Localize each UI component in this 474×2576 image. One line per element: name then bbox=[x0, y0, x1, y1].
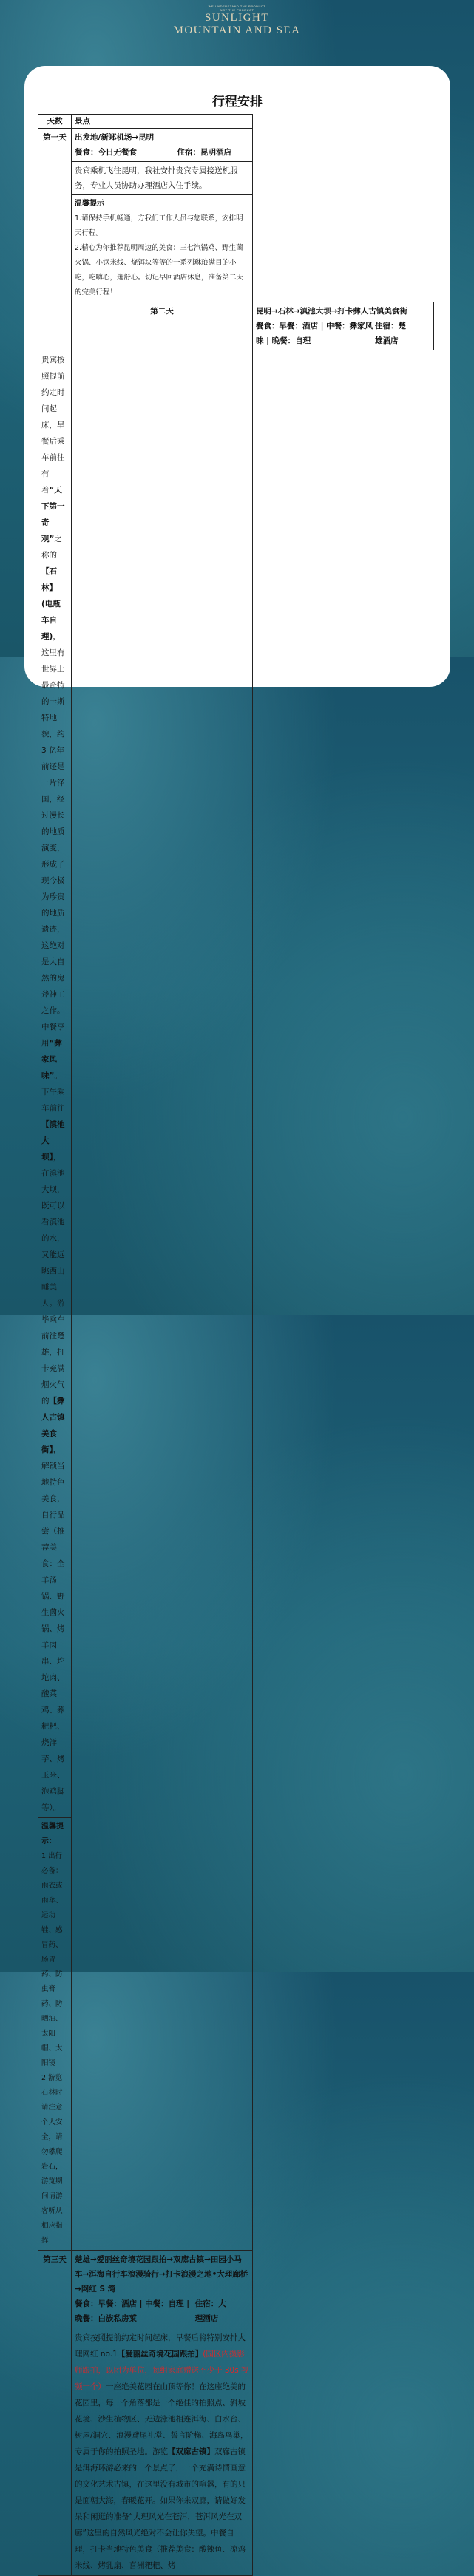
brand-tagline bbox=[0, 4, 474, 12]
table-header-row bbox=[38, 115, 434, 129]
day1-route-row bbox=[38, 129, 434, 162]
brand-header bbox=[0, 0, 474, 37]
day1-desc-row bbox=[38, 162, 434, 195]
page-title: 行程安排 bbox=[212, 95, 263, 109]
day3-route bbox=[72, 2251, 253, 2328]
day2-desc-part: 。下午乘车前往 bbox=[41, 1071, 65, 1113]
day1-tips-title: 温馨提示 bbox=[75, 200, 104, 208]
day3-meal-line bbox=[75, 2297, 249, 2326]
itinerary-table bbox=[38, 114, 434, 2576]
day2-tips bbox=[38, 1818, 72, 2251]
day2-label: 第二天 bbox=[72, 302, 253, 2251]
day2-tips-title: 温馨提示： bbox=[41, 1823, 64, 1845]
day1-tip2: 2.精心为你推荐昆明周边的美食：三七汽锅鸡、野生菌火锅、小锅米线、烧饵块等等的一系列琳琅满目的小吃，吃嗨心，逛舒心。切记早回酒店休息，准备第二天的完美行程！ bbox=[75, 244, 244, 296]
day1-meals: 餐食：今日无餐食 bbox=[75, 148, 137, 157]
day3-desc-note: (园区内摄影师跟拍，以团为单位，每组家庭赠送不少于 30s 视频一个） bbox=[75, 2350, 249, 2391]
day2-desc-highlight: 【滇池大坝】 bbox=[41, 1120, 65, 1162]
day2-desc-highlight: 【彝人古镇美食街】 bbox=[41, 1397, 65, 1454]
day2-desc-part: ，这里有世界上最奇特的卡斯特地貌，约 3 亿年前还是一片泽国，经过漫长的地质演变，形成了现今极为珍贵的地质遗迹，这绝对是大自然的鬼斧神工之作。中餐享用 bbox=[41, 632, 65, 1048]
day1-tips-row bbox=[38, 195, 434, 302]
day3-label: 第三天 bbox=[38, 2251, 72, 2576]
brand-title-line2: MOUNTAIN AND SEA bbox=[173, 24, 301, 36]
day2-tip1: 1.出行必备：雨衣或雨伞、运动鞋、感冒药、肠胃药、防虫膏药、防晒油、太阳帽、太阳镜 bbox=[41, 1852, 63, 2067]
day1-desc: 贵宾乘机飞往昆明，我社安排贵宾专属接送机服务，专业人员协助办理酒店入住手续。 bbox=[72, 162, 253, 195]
day2-desc-highlight: “彝家风味” bbox=[41, 1039, 62, 1080]
day3-meals: 餐食：早餐：酒店 | 中餐：自理 | 晚餐：白族私房菜 bbox=[75, 2299, 190, 2323]
day3-desc-highlight: 【爱丽丝奇境花园跟拍】 bbox=[117, 2350, 203, 2359]
day1-tips bbox=[72, 195, 253, 302]
day3-route-text: 楚雄→爱丽丝奇境花园跟拍→双廊古镇→田园小马车→洱海自行车浪漫骑行→打卡浪漫之地•大理廊桥→网红 S 湾 bbox=[75, 2255, 248, 2294]
day1-meal-line bbox=[75, 145, 249, 160]
day2-tip2: 2.游览石林时请注意个人安全，请勿攀爬岩石，游览期间请游客听从相应指挥 bbox=[41, 2074, 63, 2245]
brand-tagline-1: WE UNDERSTAND THE PRODUCT bbox=[208, 4, 266, 8]
day3-desc-highlight: 【双廊古镇】 bbox=[168, 2447, 214, 2456]
day1-stay: 住宿：昆明酒店 bbox=[177, 148, 231, 157]
brand-tagline-2: NOT THE PRODUCT bbox=[220, 8, 254, 12]
day3-desc-row bbox=[38, 2328, 434, 2576]
brand-title-line1: SUNLIGHT bbox=[205, 12, 269, 24]
day1-route-text: 出发地/新郑机场→昆明 bbox=[75, 133, 155, 142]
header-day: 天数 bbox=[38, 115, 72, 129]
day1-tip1: 1.请保持手机畅通，方我们工作人员与您联系，安排明天行程。 bbox=[75, 214, 243, 237]
day1-label: 第一天 bbox=[38, 129, 72, 350]
day3-route-row bbox=[38, 2251, 434, 2328]
header-scenic: 景点 bbox=[72, 115, 253, 129]
day3-desc-part: 双廊古镇是洱海环游必来的一个景点了，一个充满诗情画意的文化艺术古镇，在这里没有城市的喧嚣，有的只是面朝大海，春暖花开。如果你来双廊，请做好发呆和闲逛的准备“大理风光在苍洱，苍洱风光在双廊”这里的自然风光绝对不会让你失望。中餐自理，打卡当地特色美食（推荐美食：酸辣鱼、凉鸡米线、烤乳扇、喜洲粑粑、烤 bbox=[75, 2447, 246, 2570]
day2-desc bbox=[38, 350, 72, 1818]
day2-route-text: 昆明→石林→滇池大坝→打卡彝人古镇美食街 bbox=[256, 307, 407, 316]
day2-desc-highlight: 【石林】(电瓶车自理) bbox=[41, 567, 61, 641]
day2-route-row bbox=[38, 302, 434, 350]
day2-desc-part: 之称的 bbox=[41, 535, 62, 560]
day2-desc-part: ，在滇池大坝，既可以看滇池的水，又能远眺西山睡美人。游毕乘车前往楚雄，打卡充满烟火气的 bbox=[41, 1153, 65, 1406]
day3-desc-part: 一座绝美花园在山顶等你！在这座绝美的花园里，每一个角落都是一个绝佳的拍照点、斜坡花境、沙生植物区、无边泳池相连洱海、白水台、树屋/洞穴、浪漫鸢尾礼堂、誓言阶梯、海岛鸟巢，专属于你的拍照圣地。游览 bbox=[75, 2382, 248, 2456]
day2-meal-line bbox=[256, 319, 430, 348]
day3-desc bbox=[72, 2328, 253, 2576]
day2-desc-part: 贵宾按照提前约定时间起床，早餐后乘车前往有着 bbox=[41, 356, 65, 495]
itinerary-card bbox=[24, 66, 450, 2570]
day3-stay: 住宿：大理酒店 bbox=[194, 2299, 226, 2323]
day1-route bbox=[72, 129, 253, 162]
day2-stay: 住宿：楚雄酒店 bbox=[375, 322, 407, 345]
day3-desc-part: 贵宾按照提前约定时间起床，早餐后将特别安排大理网红 no.1 bbox=[75, 2333, 246, 2359]
day2-meals: 餐食：早餐：酒店 | 中餐：彝家风味 | 晚餐：自理 bbox=[256, 322, 373, 345]
day2-route bbox=[253, 302, 434, 350]
day2-desc-highlight: “天下第一奇观” bbox=[41, 486, 65, 543]
day2-desc-part: ，解锁当地特色美食，自行品尝（推荐美食：全羊汤锅、野生菌火锅、烤羊肉串、坨坨肉、酸菜鸡、荞粑粑、烧洋芋、烤玉米、泡鸡脚等）。 bbox=[41, 1445, 65, 1812]
